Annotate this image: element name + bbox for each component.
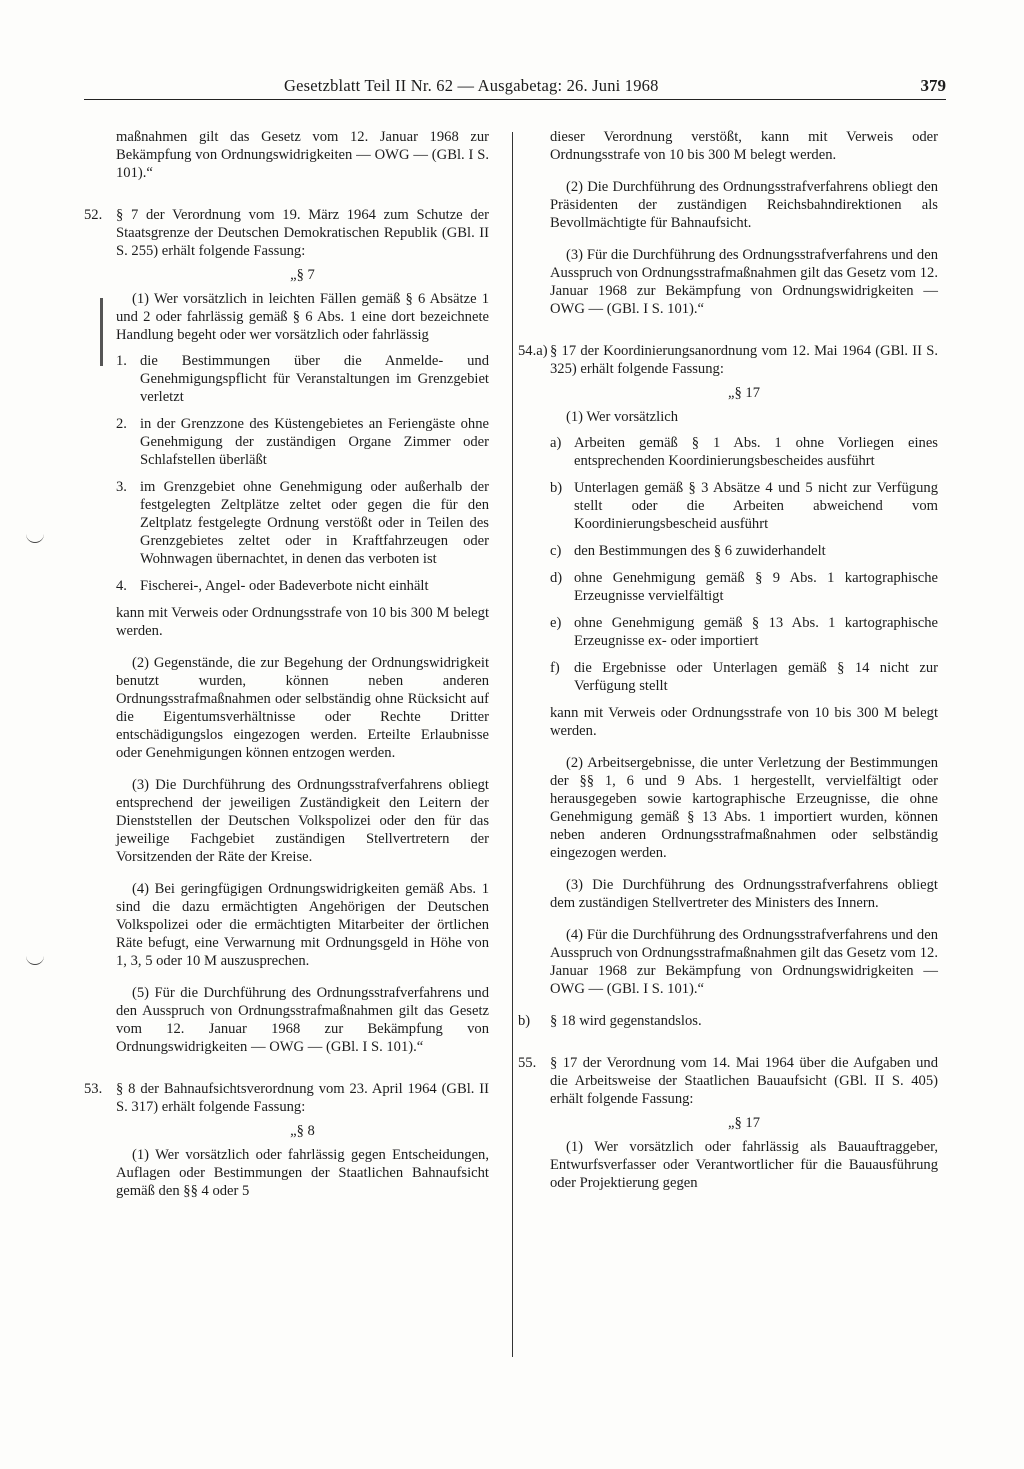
item-number: b)	[518, 1013, 531, 1029]
list-item-label: f)	[550, 660, 560, 676]
item-54a	[518, 342, 938, 378]
item-53	[84, 1080, 489, 1116]
list-item	[116, 415, 489, 469]
list-item-text: Unterlagen gemäß § 3 Absätze 4 und 5 nicht zur Verfügung stellt oder die Arbeiten abweichend vom Koordinierungsbescheid ausführt	[574, 480, 938, 532]
item-text: § 8 der Bahnaufsichtsverordnung vom 23. April 1964 (GBl. II S. 317) erhält folgende Fassung:	[116, 1081, 489, 1115]
section-heading: „§ 8	[290, 1123, 315, 1139]
list-item-text: ohne Genehmigung gemäß § 9 Abs. 1 kartographische Erzeugnisse vervielfältigt	[574, 570, 938, 604]
paragraph: (3) Die Durchführung des Ordnungsstrafverfahrens obliegt dem zuständigen Stellvertreter des Ministers des Innern.	[550, 877, 938, 911]
item-number: 55.	[518, 1055, 537, 1071]
list-item-label: a)	[550, 435, 562, 451]
list-item-label: 4.	[116, 578, 127, 594]
section-heading: „§ 17	[727, 1115, 761, 1131]
list-item-label: d)	[550, 570, 563, 586]
right-column	[518, 128, 938, 1192]
list-item-text: die Bestimmungen über die Anmelde- und Genehmigungspflicht für Veranstaltungen im Grenzgebiet verletzt	[140, 353, 489, 405]
item-54b	[518, 1012, 938, 1030]
list-item	[116, 352, 489, 406]
paragraph: (3) Für die Durchführung des Ordnungsstrafverfahrens und den Ausspruch von Ordnungsstrafmaßnahmen gilt das Gesetz vom 12. Januar 1968 zur Bekämpfung von Ordnungswidrigkeiten — OWG — (GBl. I S. 101).“	[550, 247, 938, 317]
list-item-text: die Ergebnisse oder Unterlagen gemäß § 14 nicht zur Verfügung stellt	[574, 660, 938, 694]
list-item-label: c)	[550, 543, 562, 559]
paragraph: (2) Die Durchführung des Ordnungsstrafverfahrens obliegt den Präsidenten der zuständigen Reichsbahndirektionen als Bevollmächtigte für Bahnaufsicht.	[550, 179, 938, 231]
paragraph: kann mit Verweis oder Ordnungsstrafe von 10 bis 300 M belegt werden.	[116, 605, 489, 639]
list-item-text: Fischerei-, Angel- oder Badeverbote nicht einhält	[140, 578, 429, 594]
margin-mark	[26, 534, 44, 543]
paragraph: (4) Für die Durchführung des Ordnungsstrafverfahrens und den Ausspruch von Ordnungsstrafmaßnahmen gilt das Gesetz vom 12. Januar 1968 zur Bekämpfung von Ordnungswidrigkeiten — OWG — (GBl. I S. 101).“	[550, 927, 938, 997]
list-item-text: im Grenzgebiet ohne Genehmigung oder außerhalb der festgelegten Zeltplätze zeltet oder gegen die für den Zeltplatz festgelegte Ordnung verstößt oder in Teilen des Grenzgebietes zeltet oder in Kraftfahrzeugen oder Wohnwagen übernachtet, in denen das verboten ist	[140, 479, 489, 567]
paragraph: (4) Bei geringfügigen Ordnungswidrigkeiten gemäß Abs. 1 sind die dazu ermächtigten Angehörigen der Deutschen Volkspolizei oder die ermächtigten Mitarbeiter der örtlichen Räte befugt, eine Verwarnung mit Ordnungsgeld in Höhe von 1, 3, 5 oder 10 M auszusprechen.	[116, 881, 489, 969]
item-number: 53.	[84, 1081, 103, 1097]
list-item	[550, 569, 938, 605]
section-heading: „§ 17	[727, 385, 761, 401]
item-text: § 17 der Verordnung vom 14. Mai 1964 über die Aufgaben und die Arbeitsweise der Staatlichen Bauaufsicht (GBl. II S. 405) erhält folgende Fassung:	[550, 1055, 938, 1107]
paragraph: (5) Für die Durchführung des Ordnungsstrafverfahrens und den Ausspruch von Ordnungsstrafmaßnahmen gilt das Gesetz vom 12. Januar 1968 zur Bekämpfung von Ordnungswidrigkeiten — OWG — (GBl. I S. 101).“	[116, 985, 489, 1055]
paragraph: (3) Die Durchführung des Ordnungsstrafverfahrens obliegt entsprechend der jeweiligen Zuständigkeit den Leitern der Dienststellen der Deutschen Volkspolizei oder den für das jeweilige Fachgebiet zuständigen Stellvertretern der Vorsitzenden der Räte der Kreise.	[116, 777, 489, 865]
list-item-text: ohne Genehmigung gemäß § 13 Abs. 1 kartographische Erzeugnisse ex- oder importiert	[574, 615, 938, 649]
section-heading: „§ 7	[290, 267, 315, 283]
list-item	[550, 542, 938, 560]
paragraph: (1) Wer vorsätzlich	[566, 409, 679, 425]
paragraph: (2) Gegenstände, die zur Begehung der Ordnungswidrigkeit benutzt wurden, können neben anderen Ordnungsstrafmaßnahmen oder selbständig ohne Rücksicht auf die Eigentumsverhältnisse oder Rechte Dritter entschädigungslos eingezogen werden. Erteilte Erlaubnisse oder Genehmigungen können entzogen werden.	[116, 655, 489, 761]
paragraph: (1) Wer vorsätzlich oder fahrlässig gegen Entscheidungen, Auflagen oder Bestimmungen der Staatlichen Bahnaufsicht gemäß den §§ 4 oder 5	[116, 1147, 489, 1199]
page-number: 379	[920, 76, 946, 95]
list-item-text: in der Grenzzone des Küstengebietes an Feriengäste ohne Genehmigung der zuständigen Organe Zimmer oder Schlafstellen überläßt	[140, 416, 489, 468]
column-divider	[512, 132, 513, 1357]
list-item-label: 2.	[116, 416, 127, 432]
list-item	[550, 434, 938, 470]
paragraph: (1) Wer vorsätzlich oder fahrlässig als Bauauftraggeber, Entwurfsverfasser oder Verantwortlicher für die Bauausführung oder Projektierung gegen	[550, 1139, 938, 1191]
list-item-label: 3.	[116, 479, 127, 495]
list-item-label: b)	[550, 480, 563, 496]
list-item-label: e)	[550, 615, 562, 631]
list-item	[550, 479, 938, 533]
list-item	[550, 659, 938, 695]
item-52	[84, 206, 489, 260]
list-item-label: 1.	[116, 353, 127, 369]
page-header	[84, 76, 946, 100]
header-rule	[84, 99, 946, 100]
paragraph: (2) Arbeitsergebnisse, die unter Verletzung der Bestimmungen der §§ 1, 6 und 9 Abs. 1 hergestellt, vervielfältigt oder herausgegeben sowie kartographische Erzeugnisse, die ohne Genehmigung gemäß § 13 Abs. 1 importiert wurden, können neben anderen Ordnungsstrafmaßnahmen oder selbständig eingezogen werden.	[550, 755, 938, 861]
margin-mark	[26, 956, 44, 965]
paragraph: kann mit Verweis oder Ordnungsstrafe von 10 bis 300 M belegt werden.	[550, 705, 938, 739]
left-column	[84, 128, 489, 1200]
continuation-text: dieser Verordnung verstößt, kann mit Verweis oder Ordnungsstrafe von 10 bis 300 M belegt werden.	[550, 129, 938, 163]
list-item-text: Arbeiten gemäß § 1 Abs. 1 ohne Vorliegen eines entsprechenden Koordinierungsbescheides ausführt	[574, 435, 938, 469]
list-item	[116, 577, 489, 595]
list-item	[116, 478, 489, 568]
list-item	[550, 614, 938, 650]
list-item-text: den Bestimmungen des § 6 zuwiderhandelt	[574, 543, 826, 559]
item-55	[518, 1054, 938, 1108]
item-text: § 17 der Koordinierungsanordnung vom 12. Mai 1964 (GBl. II S. 325) erhält folgende Fassung:	[550, 343, 938, 377]
item-text: § 18 wird gegenstandslos.	[550, 1013, 702, 1029]
item-text: § 7 der Verordnung vom 19. März 1964 zum Schutze der Staatsgrenze der Deutschen Demokratischen Republik (GBl. II S. 255) erhält folgende Fassung:	[116, 207, 489, 259]
header-title: Gesetzblatt Teil II Nr. 62 — Ausgabetag: 26. Juni 1968	[284, 76, 659, 95]
item-number: 54.a)	[518, 343, 548, 359]
paragraph: (1) Wer vorsätzlich in leichten Fällen gemäß § 6 Absätze 1 und 2 oder fahrlässig gemäß § 6 Abs. 1 eine dort bezeichnete Handlung begeht oder wer vorsätzlich oder fahrlässig	[116, 291, 489, 343]
continuation-text: maßnahmen gilt das Gesetz vom 12. Januar 1968 zur Bekämpfung von Ordnungswidrigkeiten — OWG — (GBl. I S. 101).“	[116, 129, 489, 181]
item-number: 52.	[84, 207, 103, 223]
